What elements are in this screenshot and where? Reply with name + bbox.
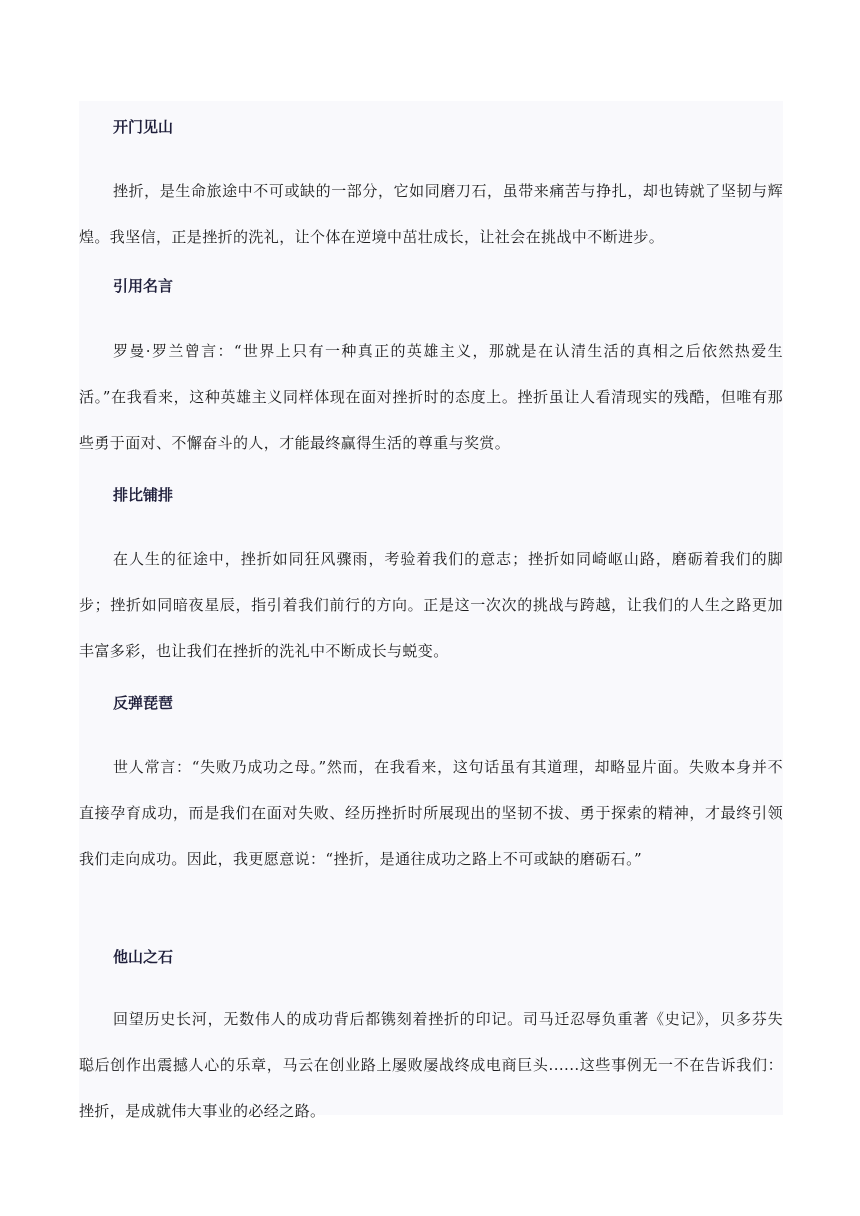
section-paragraph: 回望历史长河，无数伟人的成功背后都镌刻着挫折的印记。司马迁忍辱负重著《史记》，贝多芬失聪后创作出震撼人心的乐章，马云在创业路上屡败屡战终成电商巨头......这些事例无一不在告诉我们：挫折，是成就伟大事业的必经之路。 [79, 1010, 783, 1120]
section-heading: 引用名言 [113, 277, 174, 295]
document-content [79, 101, 783, 1120]
section-paragraph: 挫折，是生命旅途中不可或缺的一部分，它如同磨刀石，虽带来痛苦与挣扎，却也铸就了坚韧与辉煌。我坚信，正是挫折的洗礼，让个体在逆境中茁壮成长，让社会在挑战中不断进步。 [79, 182, 783, 246]
section-paragraph: 罗曼·罗兰曾言：“世界上只有一种真正的英雄主义，那就是在认清生活的真相之后依然热爱生活。”在我看来，这种英雄主义同样体现在面对挫折时的态度上。挫折虽让人看清现实的残酷，但唯有那些勇于面对、不懈奋斗的人，才能最终赢得生活的尊重与奖赏。 [79, 342, 783, 452]
section-heading: 他山之石 [113, 948, 174, 966]
section-heading: 反弹琵琶 [113, 694, 174, 712]
section-heading: 排比铺排 [113, 486, 174, 504]
section-paragraph: 在人生的征途中，挫折如同狂风骤雨，考验着我们的意志；挫折如同崎岖山路，磨砺着我们的脚步；挫折如同暗夜星辰，指引着我们前行的方向。正是这一次次的挑战与跨越，让我们的人生之路更加丰富多彩，也让我们在挫折的洗礼中不断成长与蜕变。 [79, 550, 783, 660]
section-heading: 开门见山 [113, 118, 174, 136]
section-paragraph: 世人常言：“失败乃成功之母。”然而，在我看来，这句话虽有其道理，却略显片面。失败本身并不直接孕育成功，而是我们在面对失败、经历挫折时所展现出的坚韧不拔、勇于探索的精神，才最终引领我们走向成功。因此，我更愿意说：“挫折，是通往成功之路上不可或缺的磨砺石。” [79, 758, 783, 868]
